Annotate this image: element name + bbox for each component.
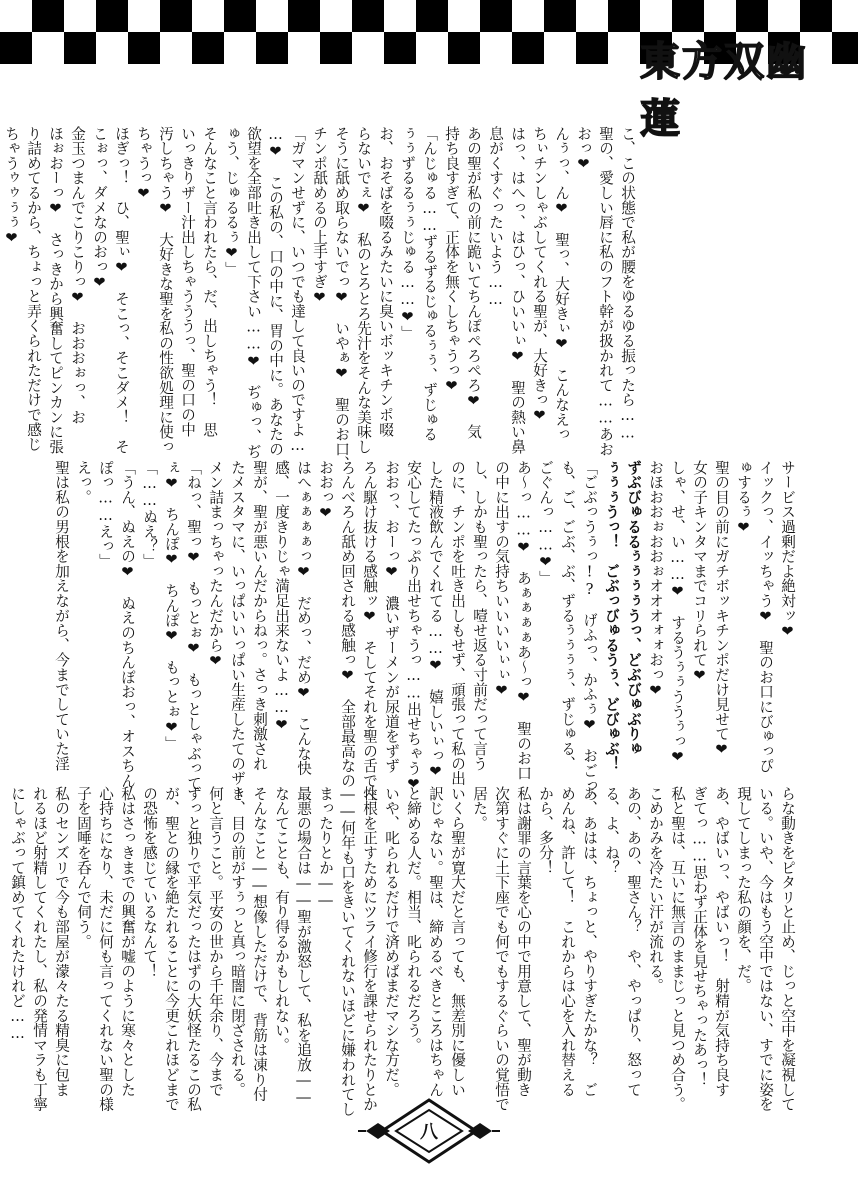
text-line: ぅぅぅうっ！ ごぶっびゅるうぅ、どびゅぶ！ xyxy=(603,460,620,771)
text-line: ちぃチンしゃぶしてくれる聖が、大好きっ❤ xyxy=(531,126,548,425)
text-line: 「ガマンせずに、いつでも達して良いのですよ… xyxy=(289,126,306,454)
text-line: 汚しちゃう❤ 大好きな聖を私の性欲処理に使っ xyxy=(157,126,174,454)
text-line: れるほど射精してくれたし、私の発情マラも丁寧 xyxy=(31,786,48,1112)
text-line: ぽっ……えっ」 xyxy=(97,460,114,569)
text-line: ろん駆け抜ける感触ッ❤ そしてそれを聖の舌でべ xyxy=(361,460,378,803)
text-line: の中に出すの気持ちいいいいぃぃ❤ xyxy=(493,460,510,700)
text-line: ずぶびゅるるぅぅぅぅうっ、どぶびゅぶりゅ xyxy=(625,460,642,756)
text-line: なんてことも、有り得るかもしれない。 xyxy=(273,786,290,1053)
text-line: 金玉つまんでこりこりっ❤ おおおぉっ、お xyxy=(69,126,86,425)
text-line: あの聖が私の前に跪いてちんぽぺろぺろ❤ 気 xyxy=(465,126,482,440)
text-line: 私のセンズリで今も部屋が濛々たる精臭に包ま xyxy=(53,786,70,1097)
text-line: こぉっ、ダメなのおっ❤ xyxy=(91,126,108,292)
text-line: 持ち良すぎて、正体を無くしちゃうっ❤ xyxy=(443,126,460,395)
text-line: たメスタマに、いっぱいいっぱい生産したてのザー xyxy=(229,460,246,801)
text-line: チンポ舐めるの上手すぎ❤ xyxy=(311,126,328,306)
text-line: はへぁぁぁぁっ❤ だめっ、だめ❤ こんな快 xyxy=(295,460,312,776)
text-line: らな動きをピタリと止め、じっと空中を凝視して xyxy=(779,786,796,1112)
text-line: 私は謝罪の言葉を心の中で用意して、聖が動き xyxy=(515,786,532,1097)
text-line: ぎてっ……思わず正体を見せちゃったあっ！ xyxy=(691,786,708,1087)
text-line: あ、やばいっ、やばいっ！ 射精が気持ち良す xyxy=(713,786,730,1097)
text-line: 息がくすぐったいよう…… xyxy=(487,126,504,309)
text-line: おっ❤ xyxy=(575,126,592,173)
text-block-middle xyxy=(50,460,798,808)
text-line: ごぐんっ……❤」 xyxy=(537,460,554,586)
text-line: の恐怖を感じているなんて！ xyxy=(141,786,158,979)
text-line: こめかみを冷たい汗が流れる。 xyxy=(647,786,664,994)
text-line: おほおおぉおおぉオオオォォおっ❤ xyxy=(647,460,664,700)
page-number-ornament xyxy=(358,1096,500,1166)
text-line: ――何年も口をきいてくれないほどに嫌われてし xyxy=(339,786,356,1117)
text-line: 私と聖は、互いに無言のままじっと見つめ合う。 xyxy=(669,786,686,1112)
text-line: ぅぅずるるぅぅじゅる……❤」 xyxy=(399,126,416,341)
text-line: 聖は私の男根を加えながら、今までしていた淫 xyxy=(53,460,70,771)
text-line: 安心してたっぷり出せちゃうっ……出せちゃう❤ xyxy=(405,460,422,793)
text-line: いっきりザー汁出しちゃうううっ、聖の口の中 xyxy=(179,126,196,437)
text-line: 「んじゅる……ずるずるじゅるぅぅ、ずじゅる xyxy=(421,126,438,442)
text-line: 性根を正すためにツライ修行を課せられたりとか xyxy=(361,786,378,1112)
text-line: ぇ❤ ちんぽ❤ ちんぽ❤ もっとぉ❤」 xyxy=(163,460,180,751)
text-line: いくら聖が寛大だと言っても、無差別に優しい xyxy=(449,786,466,1097)
text-line: えっ。 xyxy=(75,460,92,505)
text-line: ほぎっ！ ひ、聖ぃ❤ そこっ、そこダメ！ そ xyxy=(113,126,130,454)
text-line: ほぉおーっ❤ さっきから興奮してピンカンに張 xyxy=(47,126,64,454)
text-line: 心持ちになり、未だに何も言ってくれない聖の様 xyxy=(97,786,114,1112)
text-line: 何と言うこと。平安の世から千年余り、今まで xyxy=(207,786,224,1097)
text-line: いや、叱られるだけで済めばまだマシな方だ。 xyxy=(383,786,400,1097)
text-line: あの、あの、聖さん？ や、やっぱり、怒って xyxy=(625,786,642,1097)
text-line: 「……ぬえ？」 xyxy=(141,460,158,569)
text-line: らないでぇ❤ 私のとろとろ先汁をそんな美味し xyxy=(355,126,372,454)
text-line: した精液飲んでくれてる……❤ 嬉しいぃっ❤ xyxy=(427,460,444,781)
text-line: おおっ、おーっ❤ 濃いザーメンが尿道をずず xyxy=(383,460,400,774)
text-line: と締める人だ。相当、叱られるだろう。 xyxy=(405,786,422,1053)
text-line: 「うん、ぬえの❤ ぬえのちんぽおっ、オスちん xyxy=(119,460,136,788)
text-line: 子を固唾を呑んで伺う。 xyxy=(75,786,92,949)
text-line: る、よ、ね？ xyxy=(603,786,620,875)
text-line: 聖の、愛しい唇に私のフト幹が扱かれて……あお xyxy=(597,126,614,457)
text-line: し、しかも聖ったら、噎せ返る寸前だって言う xyxy=(471,460,488,771)
text-line: 欲望を全部吐き出して下さい……❤ ぢゅっ、ぢ xyxy=(245,126,262,459)
text-line: サービス過剰だよ絶対ッ❤ xyxy=(779,460,796,640)
text-line: あ、あはは、ちょっと、やりすぎたかな？ ご xyxy=(581,786,598,1097)
text-line: んぅっ、ん❤ 聖っ、大好きぃ❤ こんなえっ xyxy=(553,126,570,442)
text-line: のに、チンポを吐き出しもせず、頑張って私の出 xyxy=(449,460,466,786)
text-line: が、聖との縁を絶たれることに今更これほどまで xyxy=(163,786,180,1112)
text-line: 私はさっきまでの興奮が嘘のように寒々とした xyxy=(119,786,136,1097)
text-line: ずっと独りで平気だったはずの大妖怪たるこの私 xyxy=(185,786,202,1112)
text-line: しゃ、せ、い……❤ するうぅぅううぅっ❤ xyxy=(669,460,686,766)
text-line: いる。いや、今はもう空中ではない、すでに姿を xyxy=(757,786,774,1112)
text-line: から、多分！ xyxy=(537,786,554,875)
text-line: ゅするぅ❤ xyxy=(735,460,752,537)
text-line: まったりとか―― xyxy=(317,786,334,910)
text-line: 「ねっ、聖っ❤ もっとぉ❤ もっとしゃぶって xyxy=(185,460,202,791)
text-line: ちゃうっ❤ xyxy=(135,126,152,203)
text-line: おおっ❤ xyxy=(317,460,334,522)
text-block-top xyxy=(0,126,638,472)
text-line: 感、一度きりじゃ満足出来ないよ……❤ xyxy=(273,460,290,734)
text-line: そんなこと――想像しただけで、背筋は凍り付 xyxy=(251,786,268,1102)
text-line: 訳じゃない。聖は、締めるべきところはちゃん xyxy=(427,786,444,1097)
text-line: …❤ この私の、口の中に、胃の中に。あなたの xyxy=(267,126,284,457)
text-line: イックっ、イッちゃう❤ 聖のお口にびゅっぴ xyxy=(757,460,774,774)
text-line: 聖の目の前にガチボッキチンポだけ見せて❤ xyxy=(713,460,730,759)
text-line: ちゃうゥゥぅぅ❤ xyxy=(3,126,20,247)
text-line: メン詰まっちゃったんだから❤ xyxy=(207,460,224,670)
series-title xyxy=(640,38,810,142)
text-line: こ、この状態で私が腰をゆるゆる振ったら…… xyxy=(619,126,636,442)
text-line: ろんべろん舐め回される感触っ❤ 全部最高なの xyxy=(339,460,356,788)
page-number: 八 xyxy=(420,1122,438,1143)
text-line: めんね、許して！ これからは心を入れ替える xyxy=(559,786,576,1097)
text-line: 最悪の場合は――聖が激怒して、私を追放―― xyxy=(295,786,312,1107)
text-line: 現してしまった私の顔を、だ。 xyxy=(735,786,752,994)
text-line: ゅう、じゅるるぅ❤」 xyxy=(223,126,240,277)
text-block-bottom xyxy=(6,786,798,1117)
text-line: 女の子キンタマまでコリられて❤ xyxy=(691,460,708,685)
text-line: そうに舐め取らないでっ❤ いやぁ❤ 聖のお口、 xyxy=(333,126,350,472)
text-line: 聖が、聖が悪いんだからねっ。さっき刺激され xyxy=(251,460,268,771)
text-line: 次第すぐに土下座でも何でもするぐらいの覚悟で xyxy=(493,786,510,1112)
text-line: も、ご、ごぶ、ぶ、ずるぅぅぅぅ、ずじゅる、 xyxy=(559,460,576,771)
text-line: はっ、はへっ、はひっ、ひいいぃ❤ 聖の熱い鼻 xyxy=(509,126,526,454)
text-line: お、おそばを啜るみたいに臭いボッキチンポ啜 xyxy=(377,126,394,437)
text-line: にしゃぶって鎮めてくれたけれど…… xyxy=(9,786,26,1043)
text-line: あ〜っ……❤ あぁぁぁぁあ〜っ❤ 聖のお口 xyxy=(515,460,532,781)
text-line: り詰めてるから、ちょっと弄くられただけで感じ xyxy=(25,126,42,452)
text-line: そんなこと言われたら、だ、出しちゃう！ 思 xyxy=(201,126,218,437)
text-line: 「ごぶっうぅっ!? げふっ、かふぅ❤ おごっ、 xyxy=(581,460,598,808)
text-line: 居た。 xyxy=(471,786,488,831)
series-title-text: 東方双幽蓮 xyxy=(640,38,808,142)
text-line: き、目の前がすぅっと真っ暗闇に閉ざされる。 xyxy=(229,786,246,1097)
